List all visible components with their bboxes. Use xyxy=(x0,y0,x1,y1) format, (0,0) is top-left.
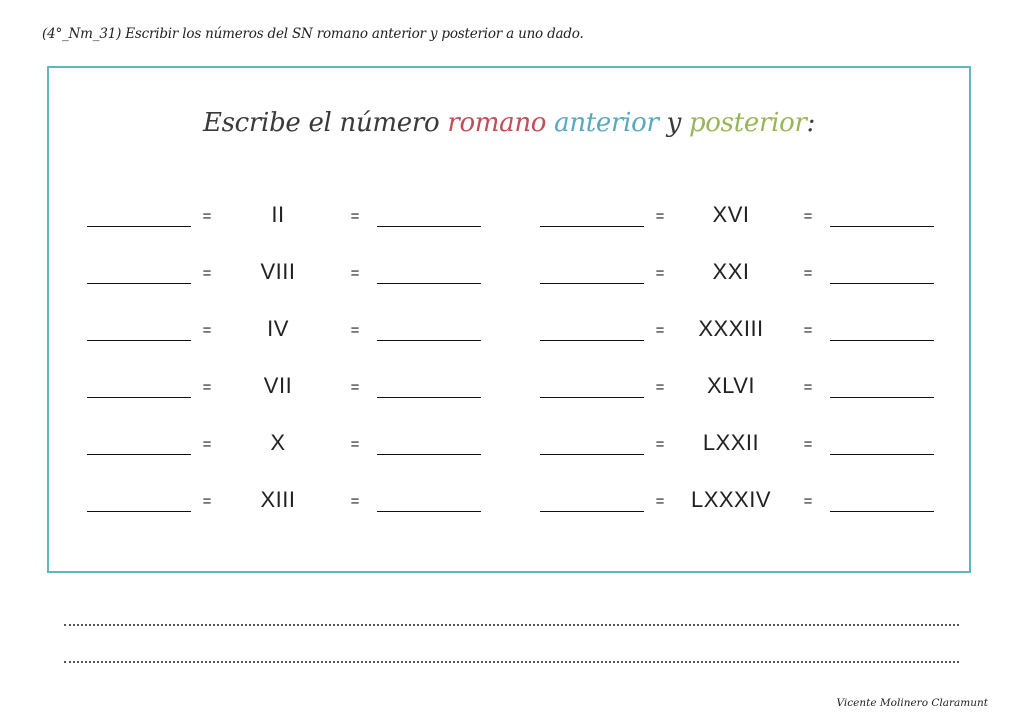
worksheet-title xyxy=(49,108,969,138)
previous-number-blank[interactable] xyxy=(87,511,191,512)
exercise-row xyxy=(540,481,960,538)
roman-numeral: VIII xyxy=(260,259,296,284)
next-number-blank[interactable] xyxy=(830,454,934,455)
right-exercise-column xyxy=(540,196,960,538)
previous-number-blank[interactable] xyxy=(540,283,644,284)
previous-number-blank[interactable] xyxy=(87,397,191,398)
next-number-blank[interactable] xyxy=(830,397,934,398)
exercise-row xyxy=(540,253,960,310)
next-number-blank[interactable] xyxy=(830,511,934,512)
roman-numeral: XXI xyxy=(712,259,750,284)
equals-sign: = xyxy=(350,493,360,510)
roman-numeral: LXXII xyxy=(702,430,760,455)
next-number-blank[interactable] xyxy=(377,454,481,455)
exercise-row xyxy=(540,196,960,253)
equals-sign: = xyxy=(655,265,665,282)
equals-sign: = xyxy=(202,379,212,396)
previous-number-blank[interactable] xyxy=(87,340,191,341)
title-space xyxy=(546,108,554,138)
equals-sign: = xyxy=(202,265,212,282)
next-number-blank[interactable] xyxy=(377,397,481,398)
equals-sign: = xyxy=(350,208,360,225)
left-exercise-column xyxy=(87,196,507,538)
equals-sign: = xyxy=(350,322,360,339)
next-number-blank[interactable] xyxy=(377,511,481,512)
equals-sign: = xyxy=(655,208,665,225)
equals-sign: = xyxy=(803,208,813,225)
next-number-blank[interactable] xyxy=(830,283,934,284)
title-middle: y xyxy=(658,108,689,138)
dotted-answer-line[interactable] xyxy=(64,624,959,626)
exercise-row xyxy=(540,367,960,424)
roman-numeral: XIII xyxy=(260,487,296,512)
next-number-blank[interactable] xyxy=(830,226,934,227)
equals-sign: = xyxy=(803,493,813,510)
roman-numeral: X xyxy=(270,430,286,455)
next-number-blank[interactable] xyxy=(377,340,481,341)
author-credit: Vicente Molinero Claramunt xyxy=(836,697,988,709)
equals-sign: = xyxy=(655,493,665,510)
equals-sign: = xyxy=(655,379,665,396)
roman-numeral: XVI xyxy=(712,202,750,227)
equals-sign: = xyxy=(655,436,665,453)
equals-sign: = xyxy=(350,436,360,453)
previous-number-blank[interactable] xyxy=(540,397,644,398)
title-part-1: Escribe el número xyxy=(202,108,448,138)
title-colon: : xyxy=(806,108,816,138)
roman-numeral: II xyxy=(271,202,285,227)
equals-sign: = xyxy=(803,322,813,339)
title-word-romano: romano xyxy=(447,108,547,138)
roman-numeral: XXXIII xyxy=(698,316,764,341)
previous-number-blank[interactable] xyxy=(87,454,191,455)
exercise-instruction: (4°_Nm_31) Escribir los números del SN romano anterior y posterior a uno dado. xyxy=(42,26,584,42)
previous-number-blank[interactable] xyxy=(540,511,644,512)
equals-sign: = xyxy=(803,436,813,453)
roman-numeral: VII xyxy=(263,373,293,398)
exercise-row xyxy=(540,424,960,481)
title-word-posterior: posterior xyxy=(688,108,807,138)
equals-sign: = xyxy=(350,379,360,396)
equals-sign: = xyxy=(803,265,813,282)
roman-numeral: LXXXIV xyxy=(690,487,772,512)
equals-sign: = xyxy=(202,436,212,453)
previous-number-blank[interactable] xyxy=(540,340,644,341)
next-number-blank[interactable] xyxy=(377,283,481,284)
exercise-row xyxy=(87,424,507,481)
equals-sign: = xyxy=(202,322,212,339)
roman-numeral: IV xyxy=(267,316,289,341)
equals-sign: = xyxy=(655,322,665,339)
previous-number-blank[interactable] xyxy=(540,454,644,455)
previous-number-blank[interactable] xyxy=(540,226,644,227)
roman-numeral: XLVI xyxy=(706,373,756,398)
equals-sign: = xyxy=(202,493,212,510)
previous-number-blank[interactable] xyxy=(87,283,191,284)
next-number-blank[interactable] xyxy=(830,340,934,341)
previous-number-blank[interactable] xyxy=(87,226,191,227)
exercise-row xyxy=(87,367,507,424)
worksheet-frame xyxy=(47,66,971,573)
title-word-anterior: anterior xyxy=(554,108,659,138)
next-number-blank[interactable] xyxy=(377,226,481,227)
exercise-row xyxy=(87,481,507,538)
equals-sign: = xyxy=(202,208,212,225)
exercise-row xyxy=(87,196,507,253)
exercise-row xyxy=(87,310,507,367)
dotted-answer-line[interactable] xyxy=(64,661,959,663)
equals-sign: = xyxy=(350,265,360,282)
exercise-row xyxy=(540,310,960,367)
equals-sign: = xyxy=(803,379,813,396)
exercise-row xyxy=(87,253,507,310)
